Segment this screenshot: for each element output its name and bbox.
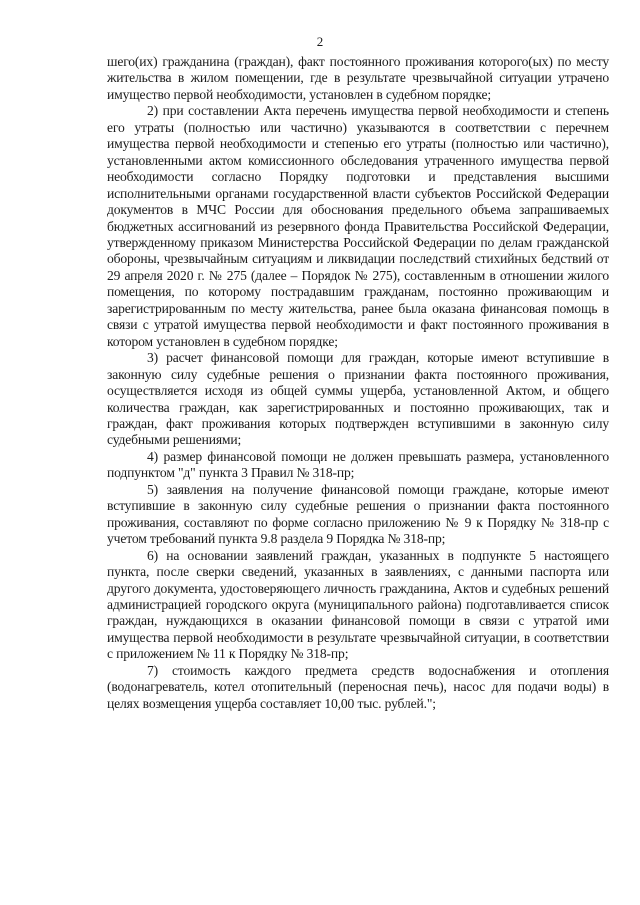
paragraph-item-7: 7) стоимость каждого предмета средств водоснабжения и отопления (водонагреватель, котел отопительный (переносная печь), насос для подачи воды) в целях возмещения ущерба составляет 10,00 тыс. рублей."; bbox=[107, 662, 609, 711]
page-number: 2 bbox=[316, 34, 324, 49]
document-body bbox=[107, 54, 609, 712]
paragraph-item-2: 2) при составлении Акта перечень имущества первой необходимости и степень его утраты (полностью или частично) указываются в соответствии с перечнем имущества первой необходимости и степенью его утраты (полностью или частично), установленными актом комиссионного обследования утраченного имущества первой необходимости согласно Порядку подготовки и представления высшими исполнительными органами государственной власти субъектов Российской Федерации документов в МЧС России для обоснования предельного объема запрашиваемых бюджетных ассигнований из резервного фонда Правительства Российской Федерации, утвержденному приказом Министерства Российской Федерации по делам гражданской обороны, чрезвычайным ситуациям и ликвидации последствий стихийных бедствий от 29 апреля 2020 г. № 275 (далее – Порядок № 275), составленным в отношении жилого помещения, по которому пострадавшим гражданам, постоянно проживающим и зарегистрированным по месту жительства, ранее была оказана финансовая помощь в связи с утратой имущества первой необходимости и факт постоянного проживания в котором установлен в судебном порядке; bbox=[107, 103, 609, 349]
paragraph-item-4: 4) размер финансовой помощи не должен превышать размера, установленного подпунктом "д" пункта 3 Правил № 318-пр; bbox=[107, 448, 609, 481]
paragraph-item-3: 3) расчет финансовой помощи для граждан, которые имеют вступившие в законную силу судебные решения о признании факта постоянного проживания, осуществляется исходя из общей суммы ущерба, установленной Актом, и общего количества граждан, как зарегистрированных и постоянно проживающих, так и граждан, факт проживания которых подтвержден вступившими в законную силу судебными решениями; bbox=[107, 350, 609, 448]
paragraph-continuation: шего(их) гражданина (граждан), факт постоянного проживания которого(ых) по месту жительства в жилом помещении, где в результате чрезвычайной ситуации утрачено имущество первой необходимости, установлен в судебном порядке; bbox=[107, 54, 609, 102]
paragraph-item-6: 6) на основании заявлений граждан, указанных в подпункте 5 настоящего пункта, после сверки сведений, указанных в заявлениях, с данными паспорта или другого документа, удостоверяющего личность гражданина, Актов и судебных решений администрацией городского округа (муниципального района) подготавливается список граждан, нуждающихся в оказании финансовой помощи в связи с утратой ими имущества первой необходимости в результате чрезвычайной ситуации, в соответствии с приложением № 11 к Порядку № 318-пр; bbox=[107, 547, 609, 662]
paragraph-item-5: 5) заявления на получение финансовой помощи граждане, которые имеют вступившие в законную силу судебные решения о признании факта постоянного проживания, составляют по форме согласно приложению № 9 к Порядку № 318-пр с учетом требований пункта 9.8 раздела 9 Порядка № 318-пр; bbox=[107, 481, 609, 547]
